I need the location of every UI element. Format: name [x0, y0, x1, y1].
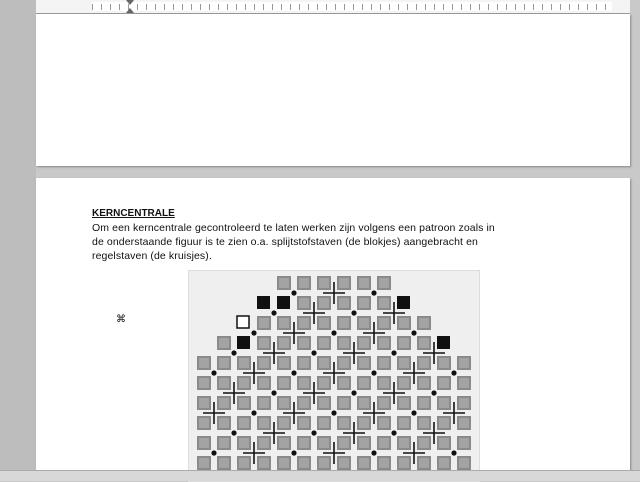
fuel-rod-pattern: [319, 318, 329, 328]
instrument-dot: [211, 450, 216, 455]
fuel-rod-pattern: [399, 318, 409, 328]
instrument-dot: [391, 350, 396, 355]
fuel-rod-pattern: [279, 438, 289, 448]
instrument-dot: [291, 370, 296, 375]
fuel-rod-pattern: [379, 278, 389, 288]
ruler-ticks: [92, 4, 612, 10]
instrument-dot: [411, 330, 416, 335]
instrument-dot: [231, 350, 236, 355]
fuel-rod-pattern: [299, 358, 309, 368]
fuel-rod-pattern: [339, 378, 349, 388]
fuel-rod-pattern: [359, 378, 369, 388]
fuel-rod-pattern: [279, 278, 289, 288]
fuel-rod-pattern: [319, 358, 329, 368]
fuel-rod-pattern: [439, 398, 449, 408]
fuel-rod-pattern: [319, 438, 329, 448]
instrument-dot: [431, 390, 436, 395]
paragraph-line-2: de onderstaande figuur is te zien o.a. splijtstofstaven (de blokjes) aangebracht en: [92, 236, 478, 248]
horizontal-ruler[interactable]: [36, 0, 630, 14]
fuel-rod-pattern: [279, 378, 289, 388]
instrument-dot: [251, 410, 256, 415]
fuel-rod-dark: [437, 336, 450, 349]
fuel-rod-pattern: [339, 278, 349, 288]
document-page-previous[interactable]: [36, 14, 630, 166]
instrument-dot: [351, 310, 356, 315]
instrument-dot: [351, 390, 356, 395]
fuel-rod-pattern: [219, 378, 229, 388]
fuel-rod-pattern: [239, 398, 249, 408]
fuel-rod-pattern: [399, 338, 409, 348]
fuel-rod-pattern: [299, 438, 309, 448]
instrument-dot: [311, 430, 316, 435]
reactor-core-diagram: [189, 271, 479, 481]
fuel-rod-pattern: [199, 438, 209, 448]
fuel-rod-pattern: [339, 398, 349, 408]
fuel-rod-pattern: [339, 438, 349, 448]
fuel-rod-pattern: [379, 398, 389, 408]
fuel-rod-pattern: [379, 438, 389, 448]
instrument-dot: [211, 370, 216, 375]
fuel-rod-pattern: [199, 458, 209, 468]
document-page-current[interactable]: [36, 178, 630, 478]
fuel-rod-pattern: [359, 298, 369, 308]
fuel-rod-pattern: [279, 458, 289, 468]
fuel-rod-pattern: [419, 378, 429, 388]
fuel-rod-pattern: [439, 378, 449, 388]
fuel-rod-pattern: [299, 418, 309, 428]
fuel-rod-pattern: [399, 438, 409, 448]
fuel-rod-pattern: [319, 378, 329, 388]
fuel-rod-pattern: [319, 458, 329, 468]
fuel-rod-pattern: [239, 418, 249, 428]
fuel-rod-pattern: [219, 438, 229, 448]
instrument-dot: [271, 390, 276, 395]
fuel-rod-pattern: [279, 398, 289, 408]
fuel-rod-pattern: [459, 358, 469, 368]
fuel-rod-pattern: [259, 418, 269, 428]
fuel-rod-pattern: [359, 338, 369, 348]
fuel-rod-pattern: [199, 398, 209, 408]
move-handle-icon[interactable]: ⌘: [116, 314, 126, 325]
fuel-rod-pattern: [419, 438, 429, 448]
paragraph-line-3: regelstaven (de kruisjes).: [92, 250, 212, 262]
fuel-rod-pattern: [339, 458, 349, 468]
fuel-rod-pattern: [399, 398, 409, 408]
fuel-rod-pattern: [319, 278, 329, 288]
fuel-rod-pattern: [339, 338, 349, 348]
fuel-rod-pattern: [359, 438, 369, 448]
fuel-rod-pattern: [199, 418, 209, 428]
fuel-rod-pattern: [359, 318, 369, 328]
fuel-rod-pattern: [399, 458, 409, 468]
fuel-rod-pattern: [279, 318, 289, 328]
fuel-rod-pattern: [259, 378, 269, 388]
fuel-rod-pattern: [439, 418, 449, 428]
fuel-rod-pattern: [299, 318, 309, 328]
fuel-rod-pattern: [379, 298, 389, 308]
instrument-dot: [451, 450, 456, 455]
fuel-rod-pattern: [339, 318, 349, 328]
fuel-rod-pattern: [239, 378, 249, 388]
fuel-rod-pattern: [439, 458, 449, 468]
fuel-rod-pattern: [459, 438, 469, 448]
fuel-rod-pattern: [379, 458, 389, 468]
fuel-rod-pattern: [319, 418, 329, 428]
fuel-rod-pattern: [359, 458, 369, 468]
fuel-rod-dark: [397, 296, 410, 309]
instrument-dot: [331, 330, 336, 335]
fuel-rod-pattern: [459, 458, 469, 468]
fuel-rod-pattern: [359, 358, 369, 368]
left-margin-panel: [0, 0, 36, 480]
instrument-dot: [451, 370, 456, 375]
fuel-rod-pattern: [419, 338, 429, 348]
fuel-rod-pattern: [239, 458, 249, 468]
hanging-indent-marker[interactable]: [126, 8, 134, 13]
fuel-rod-pattern: [419, 458, 429, 468]
status-bar: [0, 470, 640, 481]
fuel-rod-pattern: [319, 338, 329, 348]
fuel-rod-pattern: [259, 318, 269, 328]
paragraph-line-1: Om een kerncentrale gecontroleerd te laten werken zijn volgens een patroon zoals in: [92, 222, 495, 234]
instrument-dot: [391, 430, 396, 435]
fuel-rod-empty: [237, 316, 249, 328]
fuel-rod-pattern: [279, 418, 289, 428]
reactor-core-figure[interactable]: [188, 270, 480, 482]
fuel-rod-pattern: [459, 418, 469, 428]
fuel-rod-pattern: [379, 378, 389, 388]
fuel-rod-pattern: [219, 458, 229, 468]
instrument-dot: [291, 450, 296, 455]
fuel-rod-pattern: [439, 358, 449, 368]
instrument-dot: [291, 290, 296, 295]
fuel-rod-pattern: [219, 358, 229, 368]
fuel-rod-pattern: [259, 338, 269, 348]
fuel-rod-dark: [277, 296, 290, 309]
fuel-rod-pattern: [279, 338, 289, 348]
fuel-rod-pattern: [219, 418, 229, 428]
fuel-rod-pattern: [419, 418, 429, 428]
fuel-rod-pattern: [459, 398, 469, 408]
fuel-rod-pattern: [399, 358, 409, 368]
fuel-rod-pattern: [379, 338, 389, 348]
fuel-rod-pattern: [219, 338, 229, 348]
instrument-dot: [411, 410, 416, 415]
instrument-dot: [251, 330, 256, 335]
instrument-dot: [371, 370, 376, 375]
fuel-rod-pattern: [379, 318, 389, 328]
fuel-rod-pattern: [339, 418, 349, 428]
fuel-rod-pattern: [339, 358, 349, 368]
fuel-rod-pattern: [299, 278, 309, 288]
fuel-rod-pattern: [439, 438, 449, 448]
fuel-rod-dark: [237, 336, 250, 349]
fuel-rod-pattern: [239, 358, 249, 368]
fuel-rod-pattern: [259, 358, 269, 368]
fuel-rod-pattern: [199, 358, 209, 368]
instrument-dot: [271, 310, 276, 315]
fuel-rod-pattern: [419, 398, 429, 408]
fuel-rod-pattern: [259, 398, 269, 408]
fuel-rod-pattern: [219, 398, 229, 408]
fuel-rod-pattern: [299, 398, 309, 408]
fuel-rod-pattern: [359, 278, 369, 288]
document-heading: KERNCENTRALE: [92, 208, 175, 219]
first-line-indent-marker[interactable]: [126, 0, 134, 5]
instrument-dot: [231, 430, 236, 435]
fuel-rod-pattern: [359, 418, 369, 428]
fuel-rod-pattern: [399, 418, 409, 428]
fuel-rod-pattern: [279, 358, 289, 368]
instrument-dot: [371, 290, 376, 295]
instrument-dot: [371, 450, 376, 455]
fuel-rod-pattern: [419, 318, 429, 328]
fuel-rod-pattern: [299, 298, 309, 308]
fuel-rod-pattern: [379, 418, 389, 428]
fuel-rod-pattern: [299, 458, 309, 468]
fuel-rod-pattern: [359, 398, 369, 408]
fuel-rod-pattern: [259, 458, 269, 468]
fuel-rod-dark: [257, 296, 270, 309]
fuel-rod-pattern: [239, 438, 249, 448]
fuel-rod-pattern: [399, 378, 409, 388]
fuel-rod-pattern: [459, 378, 469, 388]
fuel-rod-pattern: [299, 338, 309, 348]
instrument-dot: [331, 410, 336, 415]
fuel-rod-pattern: [379, 358, 389, 368]
fuel-rod-pattern: [339, 298, 349, 308]
fuel-rod-pattern: [259, 438, 269, 448]
fuel-rod-pattern: [419, 358, 429, 368]
instrument-dot: [311, 350, 316, 355]
fuel-rod-pattern: [299, 378, 309, 388]
fuel-rod-pattern: [199, 378, 209, 388]
fuel-rod-pattern: [319, 298, 329, 308]
fuel-rod-pattern: [319, 398, 329, 408]
